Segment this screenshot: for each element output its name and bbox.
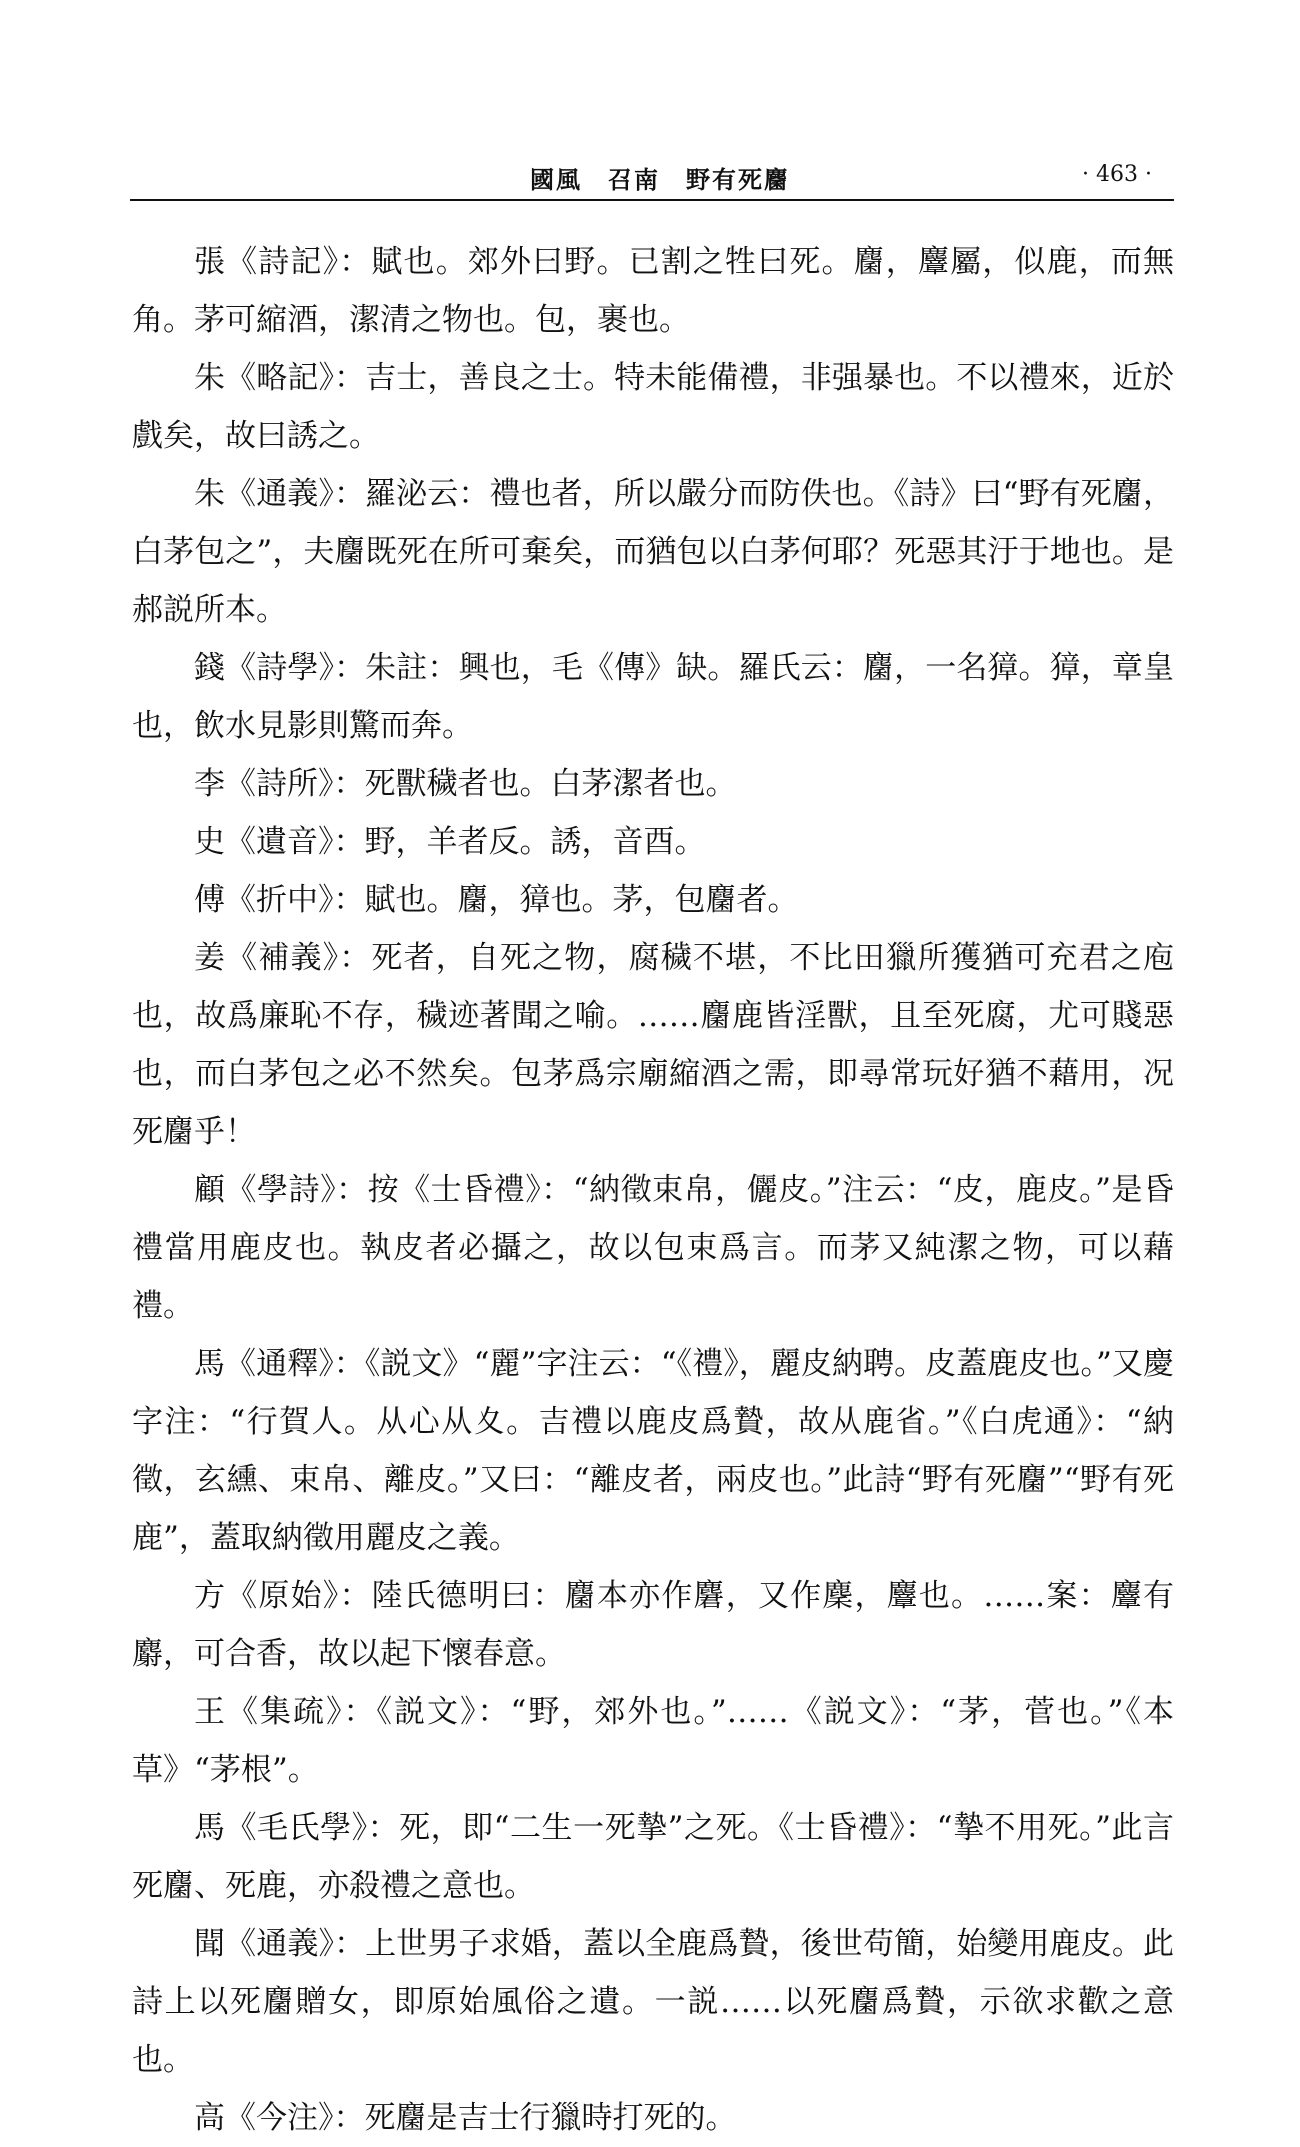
paragraph-gao-jinzhu: 高《今注》：死麕是吉士行獵時打死的。 [194,2100,737,2136]
paragraph-ma-tongshi: 馬《通釋》：《説文》“麗”字注云：“《禮》，麗皮納聘。皮蓋鹿皮也。”又慶字注：“行賀人。从心从夊。吉禮以鹿皮爲贄，故从鹿省。”《白虎通》：“納徵，玄纁、束帛、離皮。”又曰：“離皮者，兩皮也。”此詩“野有死麕”“野有死鹿”，蓋取納徵用麗皮之義。 [132,1346,1174,1556]
paragraph-fu-zhezhong: 傅《折中》：賦也。麕，獐也。茅，包麕者。 [194,882,799,918]
paragraph-zhu-tongyi: 朱《通義》：羅泌云：禮也者，所以嚴分而防佚也。《詩》曰“野有死麕，白茅包之”，夫麕既死在所可棄矣，而猶包以白茅何耶？死惡其汙于地也。是郝説所本。 [132,476,1174,628]
commentary-body [132,233,1174,2147]
paragraph-wen-tongyi: 聞《通義》：上世男子求婚，蓋以全鹿爲贄，後世苟簡，始變用鹿皮。此詩上以死麕贈女，即原始風俗之遺。一説……以死麕爲贄，示欲求歡之意也。 [132,1926,1174,2078]
page-number: · 463 · [1082,162,1152,187]
paragraph-ma-maoshixue: 馬《毛氏學》：死，即“二生一死摯”之死。《士昏禮》：“摯不用死。”此言死麕、死鹿，亦殺禮之意也。 [132,1810,1174,1904]
running-head-title: 國風 召南 野有死麕 [530,165,790,194]
paragraph-zhu-lueji: 朱《略記》：吉士，善良之士。特未能備禮，非强暴也。不以禮來，近於戲矣，故曰誘之。 [132,360,1174,454]
paragraph-fang-yuanshi: 方《原始》：陸氏德明曰：麕本亦作麏，又作麇，麞也。……案：麞有麝，可合香，故以起下懷春意。 [132,1578,1174,1672]
paragraph-gu-xueshi: 顧《學詩》：按《士昏禮》：“納徵束帛，儷皮。”注云：“皮，鹿皮。”是昏禮當用鹿皮也。執皮者必攝之，故以包束爲言。而茅又純潔之物，可以藉禮。 [132,1172,1174,1324]
paragraph-li-shisuo: 李《詩所》：死獸穢者也。白茅潔者也。 [194,766,737,802]
header-rule [130,199,1174,201]
paragraph-wang-jishu: 王《集疏》：《説文》：“野，郊外也。”……《説文》：“茅，菅也。”《本草》“茅根”。 [132,1694,1174,1788]
running-head [0,160,1300,200]
paragraph-qian-shixue: 錢《詩學》：朱註：興也，毛《傳》缺。羅氏云：麕，一名獐。獐，章皇也，飲水見影則驚而奔。 [132,650,1174,744]
paragraph-shi-yiyin: 史《遺音》：野，羊者反。誘，音酉。 [194,824,706,860]
paragraph-jiang-buyi: 姜《補義》：死者，自死之物，腐穢不堪，不比田獵所獲猶可充君之庖也，故爲廉恥不存，穢迹著聞之喻。……麕鹿皆淫獸，且至死腐，尤可賤惡也，而白茅包之必不然矣。包茅爲宗廟縮酒之需，即尋常玩好猶不藉用，况死麕乎！ [132,940,1174,1150]
paragraph-zhang-shiji: 張《詩記》：賦也。郊外曰野。已割之牲曰死。麕，麞屬，似鹿，而無角。茅可縮酒，潔清之物也。包，裹也。 [132,244,1174,338]
